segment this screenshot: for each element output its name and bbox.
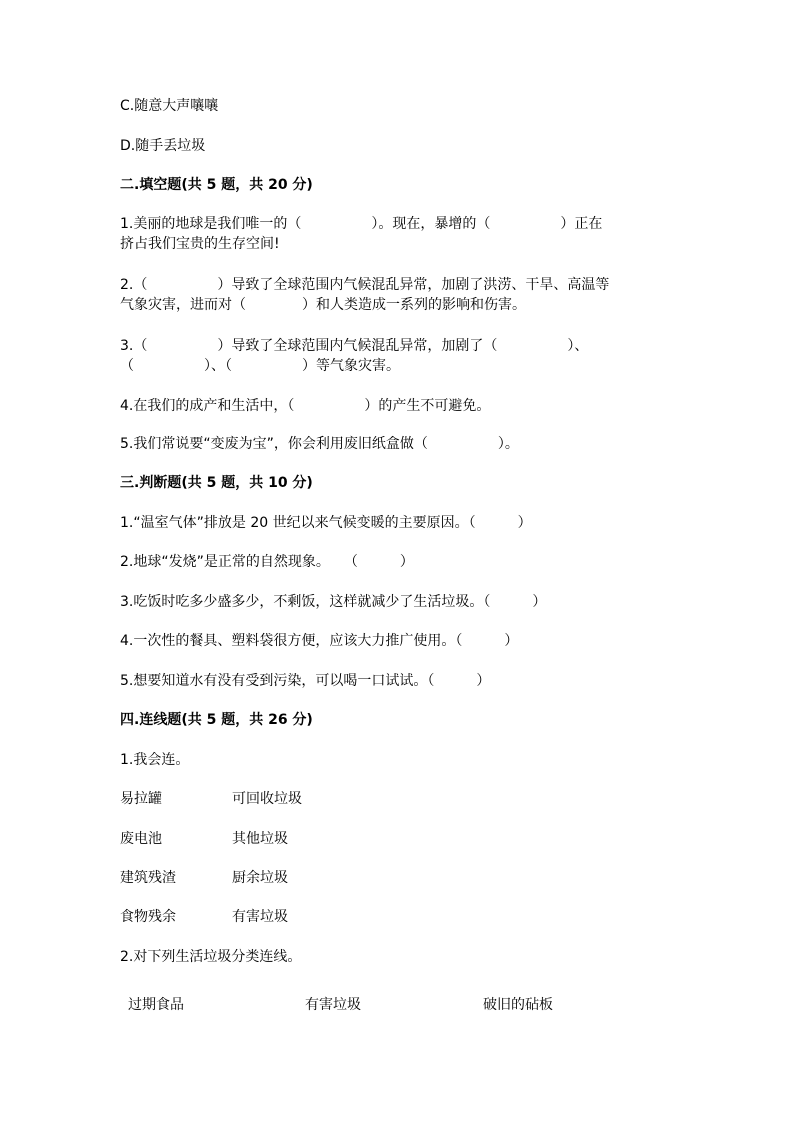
match-q1-right-item: 其他垃圾 [232,831,288,847]
section-heading-true-false: 三.判断题(共 5 题，共 10 分) [120,475,313,491]
fill-q1-line1: 1.美丽的地球是我们唯一的（ ）。现在，暴增的（ ）正在 [120,216,603,232]
match-q1-left-item: 食物残余 [120,909,176,925]
judge-q5: 5.想要知道水有没有受到污染，可以喝一口试试。（ ） [120,673,491,689]
match-q1-left-item: 建筑残渣 [120,870,176,886]
section-heading-matching: 四.连线题(共 5 题，共 26 分) [120,712,313,728]
match-q1-title: 1.我会连。 [120,752,190,768]
match-q2-item: 有害垃圾 [305,997,361,1013]
judge-q4: 4.一次性的餐具、塑料袋很方便，应该大力推广使用。（ ） [120,633,519,649]
fill-q2-line2: 气象灾害，进而对（ ）和人类造成一系列的影响和伤害。 [120,297,526,313]
match-q1-right-item: 厨余垃圾 [232,870,288,886]
judge-q1: 1.“温室气体”排放是 20 世纪以来气候变暖的主要原因。（ ） [120,515,532,531]
match-q1-left-item: 废电池 [120,831,162,847]
match-q2-item: 过期食品 [128,997,184,1013]
match-q2-item: 破旧的砧板 [483,997,553,1013]
fill-q2-line1: 2.（ ）导致了全球范围内气候混乱异常，加剧了洪涝、干旱、高温等 [120,277,610,293]
option-c: C.随意大声嚷嚷 [120,98,219,114]
judge-q2: 2.地球“发烧”是正常的自然现象。 （ ） [120,554,414,570]
judge-q3: 3.吃饭时吃多少盛多少，不剩饭，这样就减少了生活垃圾。（ ） [120,594,547,610]
section-heading-fill-blank: 二.填空题(共 5 题，共 20 分) [120,177,313,193]
match-q2-title: 2.对下列生活垃圾分类连线。 [120,949,302,965]
fill-q4: 4.在我们的成产和生活中，（ ）的产生不可避免。 [120,398,491,414]
match-q1-right-item: 有害垃圾 [232,909,288,925]
fill-q3-line1: 3.（ ）导致了全球范围内气候混乱异常，加剧了（ ）、 [120,338,589,354]
option-d: D.随手丢垃圾 [120,138,206,154]
match-q1-right-item: 可回收垃圾 [232,791,302,807]
fill-q5: 5.我们常说要“变废为宝”，你会利用废旧纸盒做（ ）。 [120,436,519,452]
fill-q3-line2: （ ）、（ ）等气象灾害。 [120,358,400,374]
fill-q1-line2: 挤占我们宝贵的生存空间! [120,236,280,252]
match-q1-left-item: 易拉罐 [120,791,162,807]
